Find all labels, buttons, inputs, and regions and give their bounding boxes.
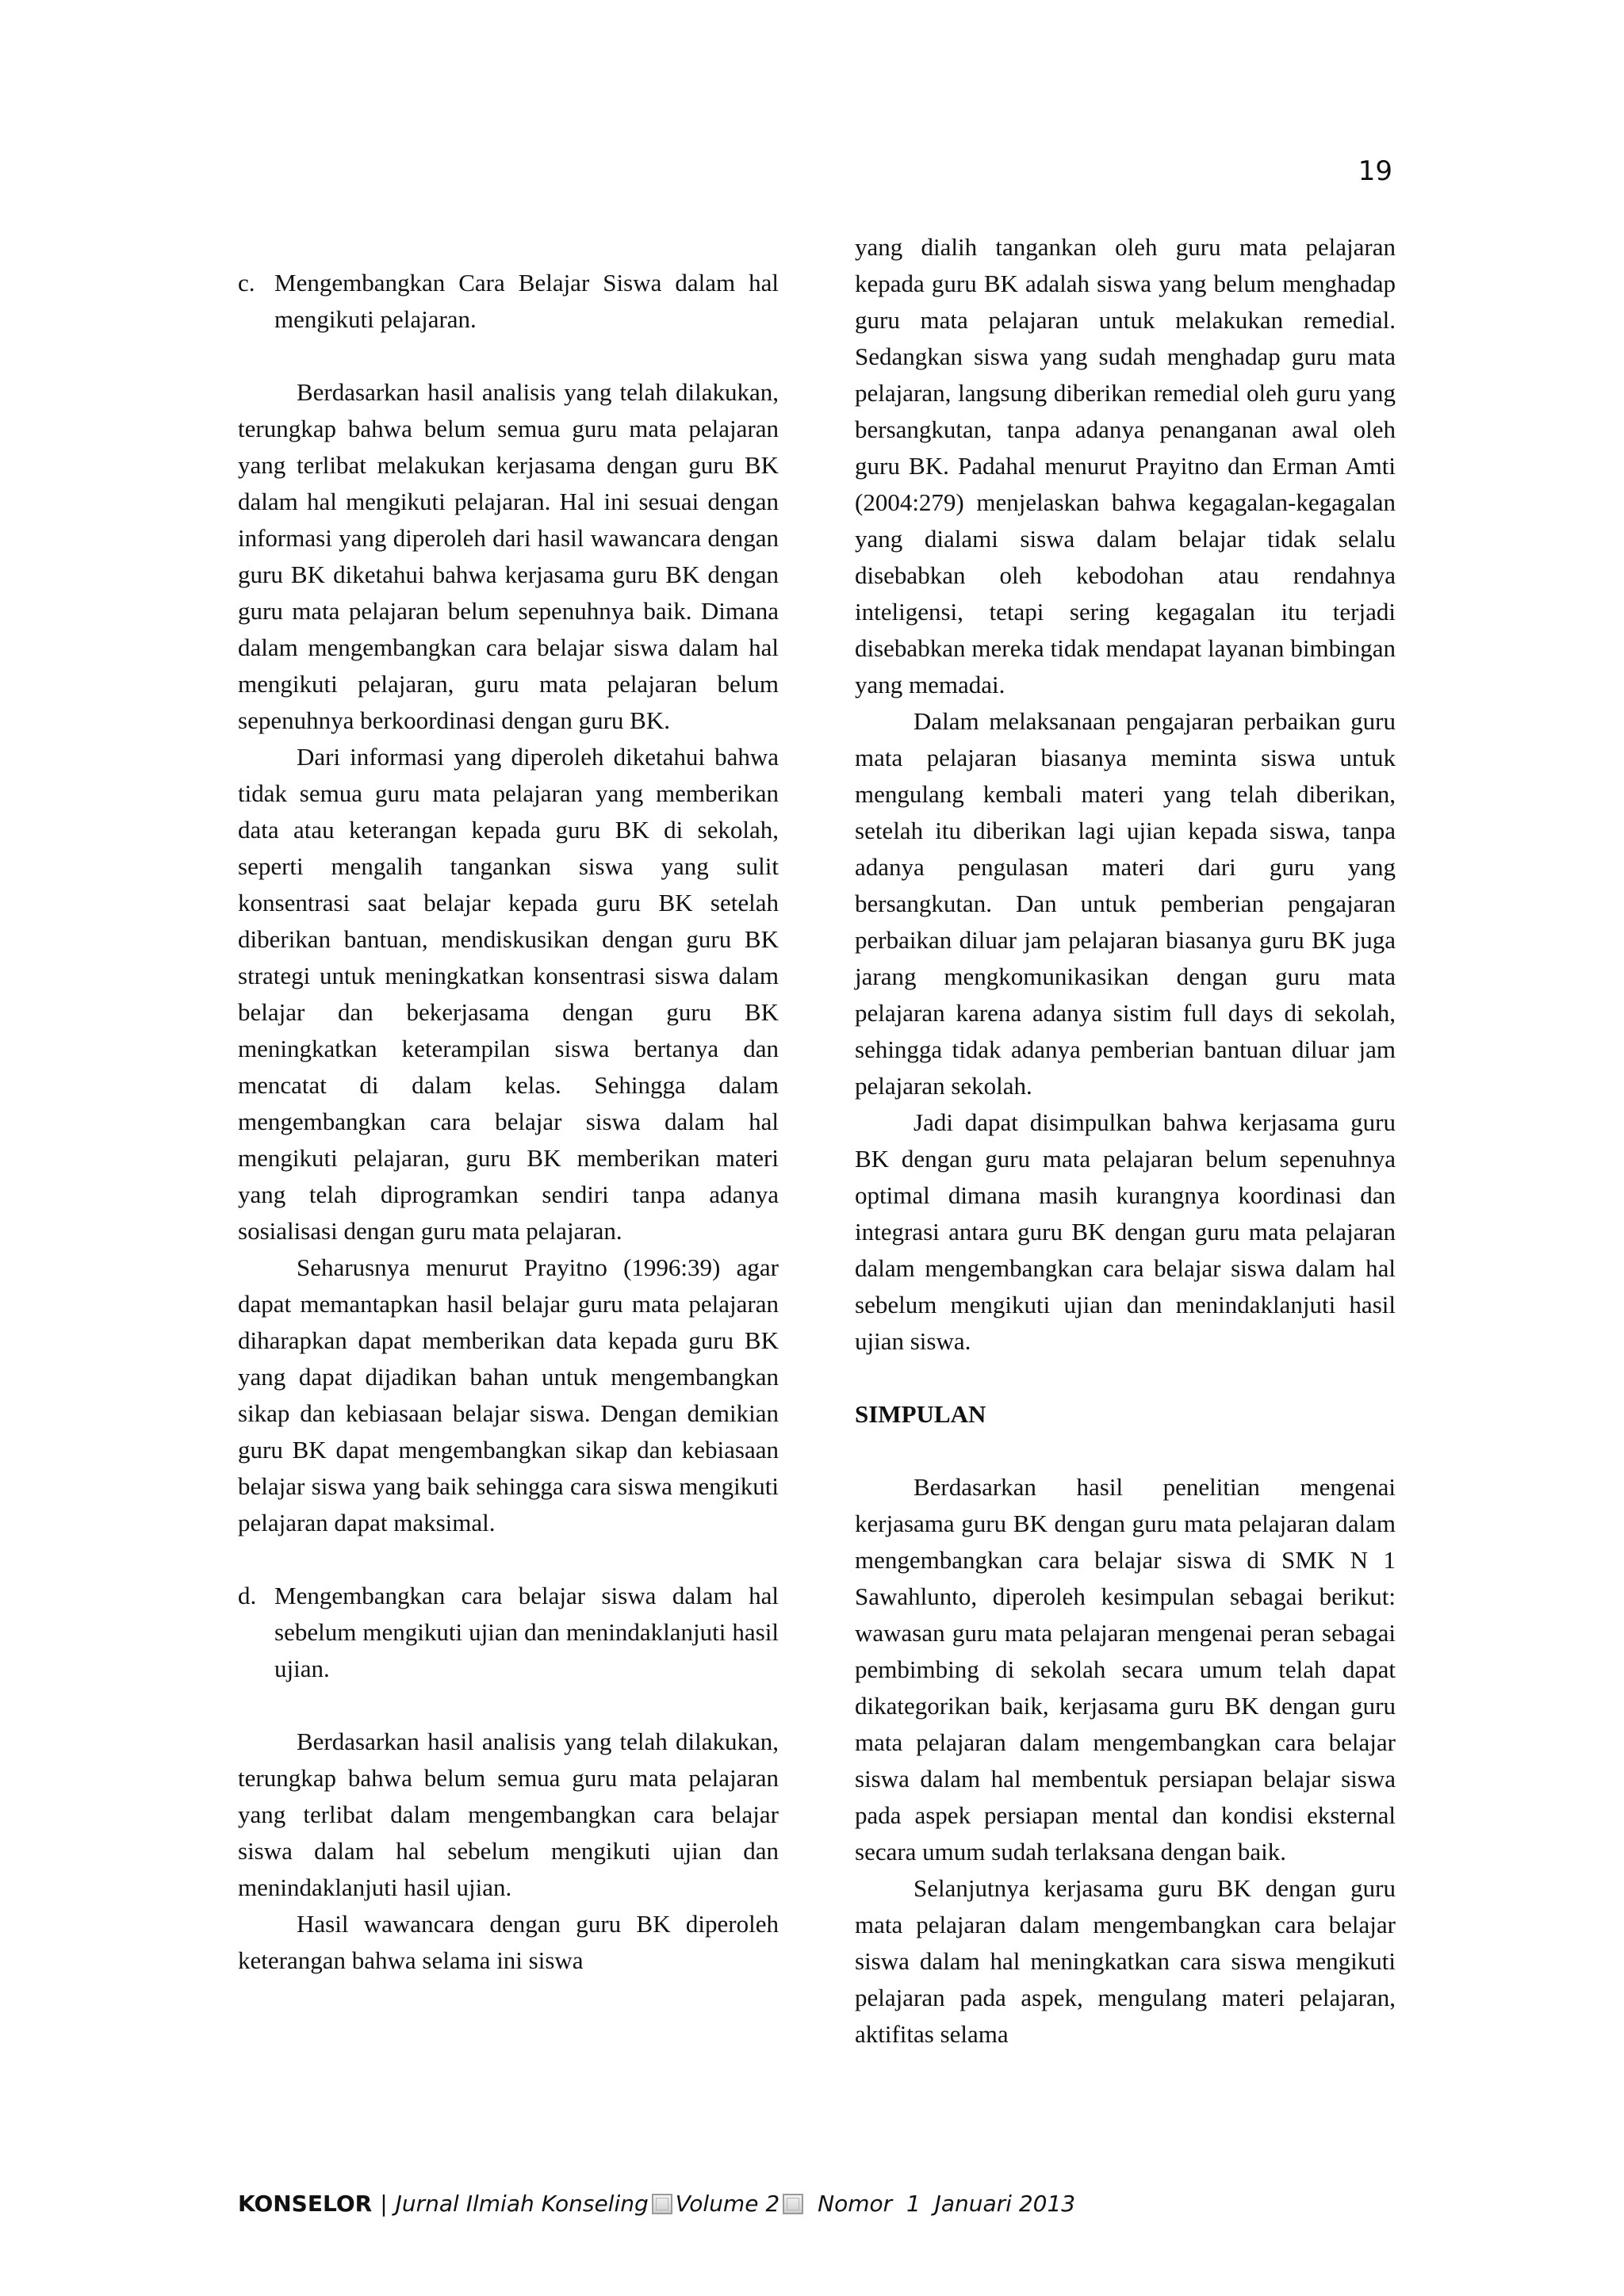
paragraph: Dari informasi yang diperoleh diketahui bahwa tidak semua guru mata pelajaran yang memberikan data atau keterangan kepada guru BK di sekolah, seperti mengalih tangankan siswa yang sulit konsentrasi saat belajar kepada guru BK setelah diberikan bantuan, mendiskusikan dengan guru BK strategi untuk meningkatkan konsentrasi siswa dalam belajar dan bekerjasama dengan guru BK meningkatkan keterampilan siswa bertanya dan mencatat di dalam kelas. Sehingga dalam mengembangkan cara belajar siswa dalam hal mengikuti pelajaran, guru BK memberikan materi yang telah diprogramkan sendiri tanpa adanya sosialisasi dengan guru mata pelajaran.	[238, 743, 779, 1245]
section-title-simpulan: SIMPULAN	[855, 1400, 986, 1428]
paragraph-continuation: yang dialih tangankan oleh guru mata pelajaran kepada guru BK adalah siswa yang belum menghadap guru mata pelajaran untuk melakukan remedial. Sedangkan siswa yang sudah menghadap guru mata pelajaran, langsung diberikan remedial oleh guru yang bersangkutan, tanpa adanya penanganan awal oleh guru BK. Padahal menurut Prayitno dan Erman Amti (2004:279) menjelaskan bahwa kegagalan-kegagalan yang dialami siswa dalam belajar tidak selalu disebabkan oleh kebodohan atau rendahnya inteligensi, tetapi sering kegagalan itu terjadi disebabkan mereka tidak mendapat layanan bimbingan yang memadai.	[855, 233, 1396, 698]
journal-issue: Nomor 1 Januari 2013	[818, 2191, 1076, 2217]
page-number: 19	[1358, 155, 1392, 187]
subsection-d-heading	[238, 1578, 779, 1687]
list-marker: d.	[238, 1582, 257, 1609]
square-bullet-icon	[652, 2194, 672, 2214]
left-column	[238, 230, 779, 1979]
subsection-c-heading	[238, 265, 779, 338]
paragraph: Hasil wawancara dengan guru BK diperoleh keterangan bahwa selama ini siswa	[238, 1910, 779, 1974]
journal-volume: Volume 2	[675, 2191, 780, 2217]
page-footer	[238, 2191, 1075, 2217]
paragraph: Berdasarkan hasil analisis yang telah dilakukan, terungkap bahwa belum semua guru mata pelajaran yang terlibat melakukan kerjasama dengan guru BK dalam hal mengikuti pelajaran. Hal ini sesuai dengan informasi yang diperoleh dari hasil wawancara dengan guru BK diketahui bahwa kerjasama guru BK dengan guru mata pelajaran belum sepenuhnya baik. Dimana dalam mengembangkan cara belajar siswa dalam hal mengikuti pelajaran, guru mata pelajaran belum sepenuhnya berkoordinasi dengan guru BK.	[238, 378, 779, 734]
journal-subtitle: Jurnal Ilmiah Konseling	[395, 2191, 649, 2217]
journal-name: KONSELOR	[238, 2191, 373, 2217]
paragraph: Dalam melaksanaan pengajaran perbaikan guru mata pelajaran biasanya meminta siswa untuk mengulang kembali materi yang telah diberikan, setelah itu diberikan lagi ujian kepada siswa, tanpa adanya pengulasan materi dari guru yang bersangkutan. Dan untuk pemberian pengajaran perbaikan diluar jam pelajaran biasanya guru BK juga jarang mengkomunikasikan dengan guru mata pelajaran karena adanya sistim full days di sekolah, sehingga tidak adanya pemberian bantuan diluar jam pelajaran sekolah.	[855, 707, 1396, 1100]
list-marker: c.	[238, 269, 255, 297]
subsection-c-title: Mengembangkan Cara Belajar Siswa dalam hal mengikuti pelajaran.	[274, 269, 779, 333]
right-column	[855, 230, 1396, 2053]
square-bullet-icon	[783, 2194, 803, 2214]
footer-separator: |	[380, 2191, 388, 2217]
paragraph: Berdasarkan hasil analisis yang telah dilakukan, terungkap bahwa belum semua guru mata pelajaran yang terlibat dalam mengembangkan cara belajar siswa dalam hal sebelum mengikuti ujian dan menindaklanjuti hasil ujian.	[238, 1728, 779, 1901]
paragraph: Berdasarkan hasil penelitian mengenai kerjasama guru BK dengan guru mata pelajaran dalam mengembangkan cara belajar siswa di SMK N 1 Sawahlunto, diperoleh kesimpulan sebagai berikut: wawasan guru mata pelajaran mengenai peran sebagai pembimbing di sekolah secara umum telah dapat dikategorikan baik, kerjasama guru BK dengan guru mata pelajaran dalam mengembangkan cara belajar siswa dalam hal membentuk persiapan belajar siswa pada aspek persiapan mental dan kondisi eksternal secara umum sudah terlaksana dengan baik.	[855, 1473, 1396, 1866]
paragraph: Selanjutnya kerjasama guru BK dengan guru mata pelajaran dalam mengembangkan cara belajar siswa dalam hal meningkatkan cara siswa mengikuti pelajaran pada aspek, mengulang materi pelajaran, aktifitas selama	[855, 1874, 1396, 2048]
paragraph: Jadi dapat disimpulkan bahwa kerjasama guru BK dengan guru mata pelajaran belum sepenuhnya optimal dimana masih kurangnya koordinasi dan integrasi antara guru BK dengan guru mata pelajaran dalam mengembangkan cara belajar siswa dalam hal sebelum mengikuti ujian dan menindaklanjuti hasil ujian siswa.	[855, 1108, 1396, 1355]
subsection-d-title: Mengembangkan cara belajar siswa dalam hal sebelum mengikuti ujian dan menindaklanjuti hasil ujian.	[274, 1582, 779, 1682]
paragraph: Seharusnya menurut Prayitno (1996:39) agar dapat memantapkan hasil belajar guru mata pelajaran diharapkan dapat memberikan data kepada guru BK yang dapat dijadikan bahan untuk mengembangkan sikap dan kebiasaan belajar siswa. Dengan demikian guru BK dapat mengembangkan sikap dan kebiasaan belajar siswa yang baik sehingga cara siswa mengikuti pelajaran dapat maksimal.	[238, 1253, 779, 1536]
